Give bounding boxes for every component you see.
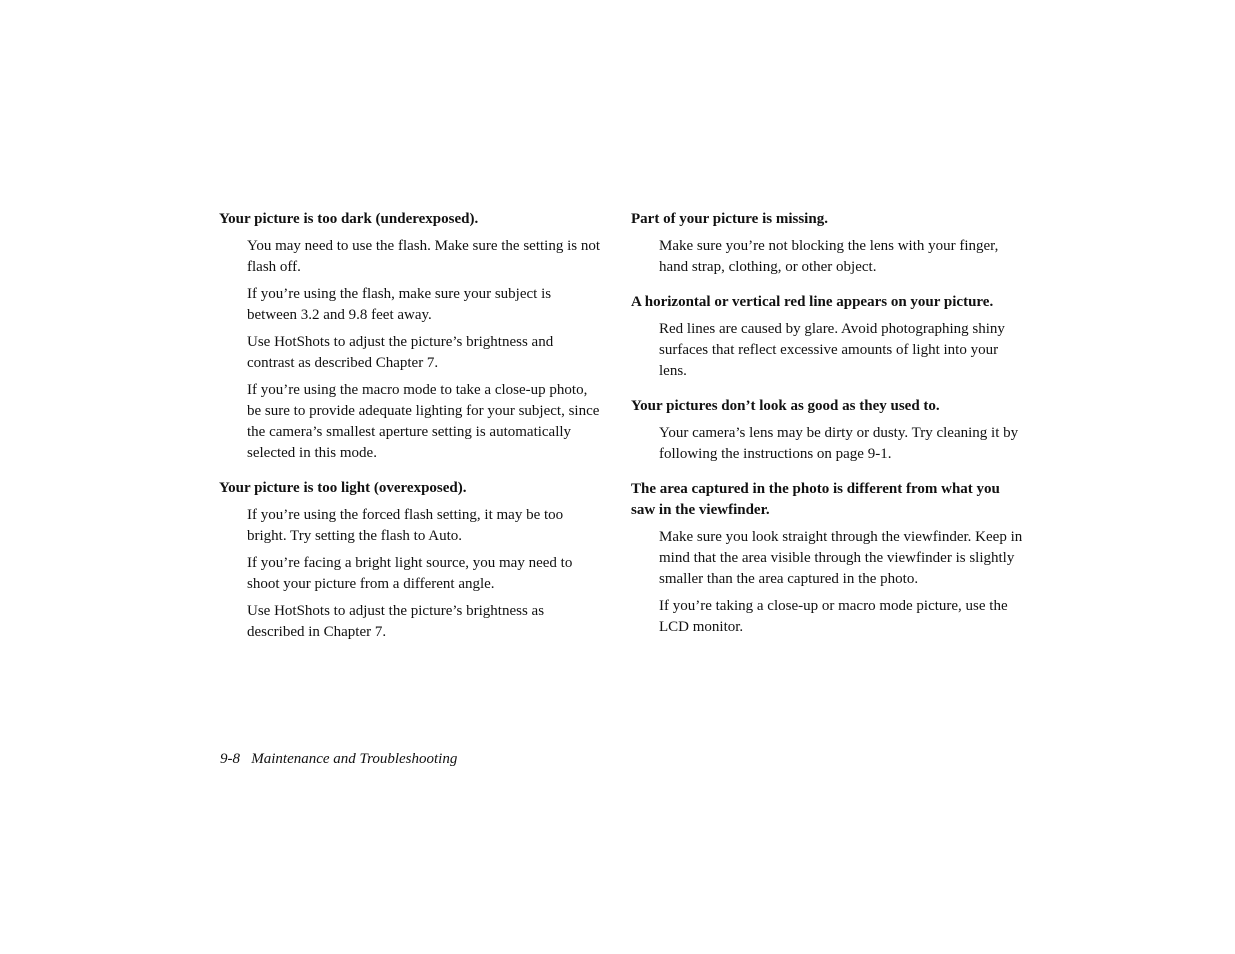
section-paragraph: If you’re using the macro mode to take a close-up photo, be sure to provide adequate lighting for your subject, since the camera’s smallest aperture setting is automatically selected in this mode. xyxy=(247,382,600,461)
section-paragraph: Make sure you look straight through the viewfinder. Keep in mind that the area visible through the viewfinder is slightly smaller than the area captured in the photo. xyxy=(659,529,1023,587)
section-paragraph: You may need to use the flash. Make sure the setting is not flash off. xyxy=(247,238,601,275)
section-paragraph: Make sure you’re not blocking the lens with your finger, hand strap, clothing, or other object. xyxy=(659,238,999,275)
section-quality-declined xyxy=(631,396,1023,465)
section-heading: Your pictures don’t look as good as they used to. xyxy=(631,398,940,414)
section-heading: Your picture is too dark (underexposed). xyxy=(219,211,479,227)
section-heading: Your picture is too light (overexposed). xyxy=(219,480,467,496)
chapter-title: Maintenance and Troubleshooting xyxy=(251,751,458,767)
page-footer xyxy=(220,749,457,769)
section-red-line xyxy=(631,292,1023,382)
left-column xyxy=(219,209,604,657)
section-paragraph: Use HotShots to adjust the picture’s brightness as described in Chapter 7. xyxy=(247,603,545,640)
section-too-dark xyxy=(219,209,604,464)
section-paragraph: Use HotShots to adjust the picture’s brightness and contrast as described Chapter 7. xyxy=(247,334,554,371)
section-heading: Part of your picture is missing. xyxy=(631,211,828,227)
section-heading: A horizontal or vertical red line appears on your picture. xyxy=(631,294,994,310)
section-picture-missing xyxy=(631,209,1023,278)
section-paragraph: If you’re using the forced flash setting, it may be too bright. Try setting the flash to Auto. xyxy=(247,507,564,544)
section-viewfinder-difference xyxy=(631,479,1023,638)
section-paragraph: If you’re facing a bright light source, you may need to shoot your picture from a different angle. xyxy=(247,555,573,592)
page-number: 9-8 xyxy=(220,751,240,767)
section-paragraph: Red lines are caused by glare. Avoid photographing shiny surfaces that reflect excessive amounts of light into your lens. xyxy=(659,321,1005,379)
section-paragraph: Your camera’s lens may be dirty or dusty. Try cleaning it by following the instructions on page 9-1. xyxy=(659,425,1019,462)
section-too-light xyxy=(219,478,604,643)
section-paragraph: If you’re taking a close-up or macro mode picture, use the LCD monitor. xyxy=(659,598,1008,635)
section-paragraph: If you’re using the flash, make sure your subject is between 3.2 and 9.8 feet away. xyxy=(247,286,552,323)
section-heading: The area captured in the photo is different from what you saw in the viewfinder. xyxy=(631,481,1000,518)
right-column xyxy=(631,209,1023,652)
